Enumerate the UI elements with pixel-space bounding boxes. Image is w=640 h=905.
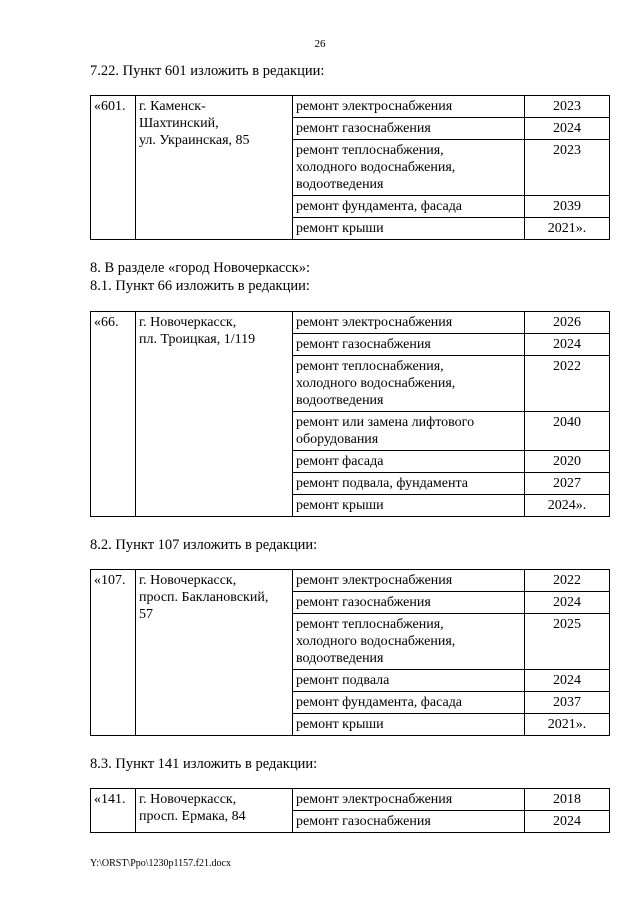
item-address: г. Новочеркасск, пл. Троицкая, 1/119 [136, 312, 293, 517]
work-year: 2022 [525, 356, 610, 412]
work-year: 2023 [525, 96, 610, 118]
work-year: 2024 [525, 592, 610, 614]
heading-8-1: 8.1. Пункт 66 изложить в редакции: [90, 278, 310, 294]
work-type: ремонт крыши [293, 218, 525, 240]
table-66 [90, 311, 610, 517]
work-type: ремонт теплоснабжения, холодного водоснабжения, водоотведения [293, 356, 525, 412]
work-type: ремонт крыши [293, 495, 525, 517]
table-601 [90, 95, 610, 240]
work-year: 2024». [525, 495, 610, 517]
work-year: 2018 [525, 789, 610, 811]
table-141 [90, 788, 610, 833]
item-number: «141. [91, 789, 136, 833]
work-year: 2039 [525, 196, 610, 218]
work-year: 2024 [525, 811, 610, 833]
work-type: ремонт фундамента, фасада [293, 692, 525, 714]
work-year: 2024 [525, 670, 610, 692]
work-type: ремонт электроснабжения [293, 570, 525, 592]
work-year: 2024 [525, 334, 610, 356]
work-year: 2021». [525, 218, 610, 240]
item-number: «66. [91, 312, 136, 517]
table-107 [90, 569, 610, 736]
heading-8-2: 8.2. Пункт 107 изложить в редакции: [90, 537, 318, 553]
item-number: «107. [91, 570, 136, 736]
work-type: ремонт газоснабжения [293, 592, 525, 614]
work-type: ремонт теплоснабжения, холодного водоснабжения, водоотведения [293, 140, 525, 196]
work-year: 2040 [525, 412, 610, 451]
work-type: ремонт фундамента, фасада [293, 196, 525, 218]
work-year: 2023 [525, 140, 610, 196]
item-address: г. Новочеркасск, просп. Ермака, 84 [136, 789, 293, 833]
work-year: 2037 [525, 692, 610, 714]
table-row [91, 96, 610, 118]
item-address: г. Каменск- Шахтинский, ул. Украинская, 85 [136, 96, 293, 240]
work-year: 2020 [525, 451, 610, 473]
work-type: ремонт электроснабжения [293, 96, 525, 118]
work-type: ремонт газоснабжения [293, 334, 525, 356]
work-type: ремонт подвала [293, 670, 525, 692]
work-type: ремонт газоснабжения [293, 811, 525, 833]
heading-8-3: 8.3. Пункт 141 изложить в редакции: [90, 756, 318, 772]
table-row [91, 789, 610, 811]
work-type: ремонт электроснабжения [293, 312, 525, 334]
work-type: ремонт подвала, фундамента [293, 473, 525, 495]
work-year: 2027 [525, 473, 610, 495]
page-number: 26 [314, 38, 326, 50]
table-row [91, 570, 610, 592]
heading-7-22: 7.22. Пункт 601 изложить в редакции: [90, 63, 325, 79]
work-type: ремонт электроснабжения [293, 789, 525, 811]
work-type: ремонт крыши [293, 714, 525, 736]
work-type: ремонт газоснабжения [293, 118, 525, 140]
work-year: 2024 [525, 118, 610, 140]
work-year: 2025 [525, 614, 610, 670]
work-year: 2021». [525, 714, 610, 736]
work-year: 2022 [525, 570, 610, 592]
work-type: ремонт фасада [293, 451, 525, 473]
table-row [91, 312, 610, 334]
work-year: 2026 [525, 312, 610, 334]
work-type: ремонт теплоснабжения, холодного водоснабжения, водоотведения [293, 614, 525, 670]
file-path-footer: Y:\ORST\Ppo\1230p1157.f21.docx [90, 858, 231, 869]
work-type: ремонт или замена лифтового оборудования [293, 412, 525, 451]
item-number: «601. [91, 96, 136, 240]
item-address: г. Новочеркасск, просп. Баклановский, 57 [136, 570, 293, 736]
section-heading-8: 8. В разделе «город Новочеркасск»: [90, 260, 311, 276]
